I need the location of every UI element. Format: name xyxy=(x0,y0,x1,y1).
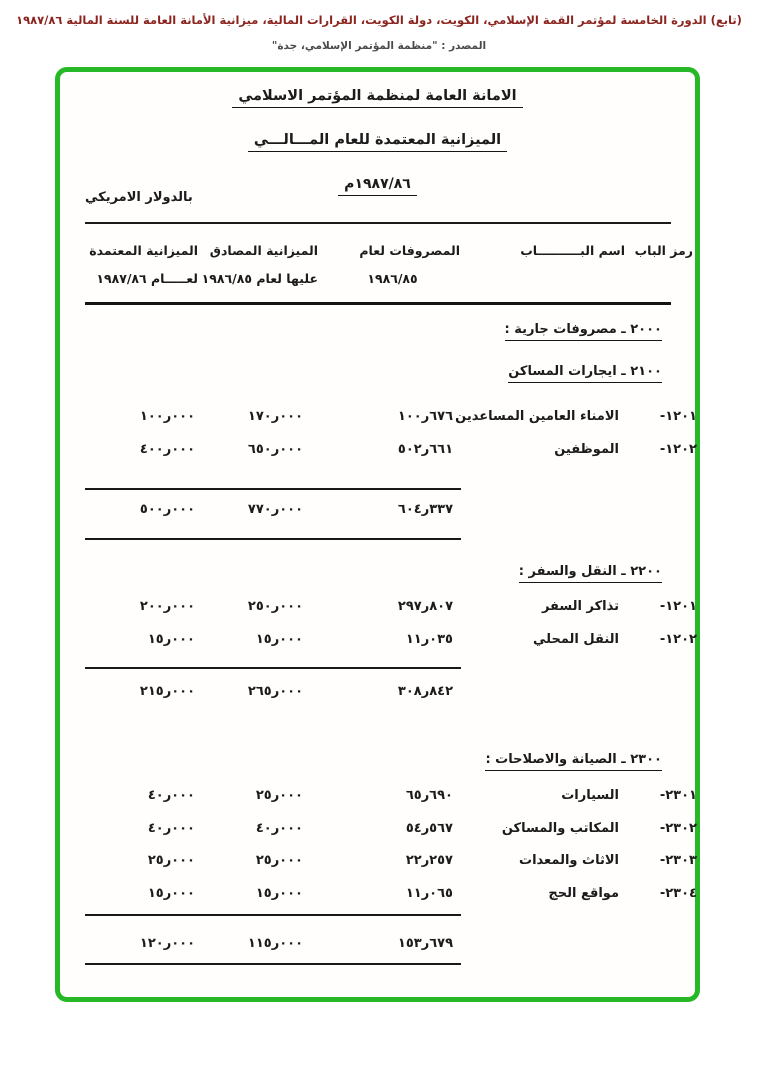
budget-title: الميزانية المعتمدة للعام المـــالـــي xyxy=(248,132,507,152)
total-approved: ٧٧٠ر٠٠٠ xyxy=(247,502,303,517)
item-code: ١٢٠١- xyxy=(659,409,697,424)
expenses-value: ٥٤ر٥٦٧ xyxy=(405,821,453,836)
item-code: ١٢٠٢- xyxy=(659,442,697,457)
divider-thick xyxy=(85,302,671,305)
approved-value: ١٧٠ر٠٠٠ xyxy=(247,409,303,424)
total-expenses: ٣٠٨ر٨٤٢ xyxy=(397,684,453,699)
table-row xyxy=(85,599,697,614)
approved-value: ٢٥ر٠٠٠ xyxy=(255,788,303,803)
divider-thin xyxy=(85,222,671,224)
currency-note: بالدولار الامريكي xyxy=(85,190,193,205)
item-label: الاثاث والمعدات xyxy=(519,853,619,868)
top-caption: (تابع) الدورة الخامسة لمؤتمر القمة الإسلامي، الكويت، دولة الكويت، القرارات المالية، ميزانية الأمانة العامة للسنة المالية ١٩٨٧/٨٦ xyxy=(16,13,742,27)
col-header-expenses xyxy=(325,237,460,293)
adopted-value: ١٥ر٠٠٠ xyxy=(147,886,195,901)
total-expenses: ١٥٣ر٦٧٩ xyxy=(397,936,453,951)
source-caption: المصدر : "منظمة المؤتمر الإسلامي، جدة" xyxy=(271,40,487,52)
budget-sheet xyxy=(60,72,695,997)
section-heading-2200: ٢٢٠٠ ـ النقل والسفر : xyxy=(519,564,662,583)
adopted-value: ١٠٠ر٠٠٠ xyxy=(139,409,195,424)
approved-value: ٢٥٠ر٠٠٠ xyxy=(247,599,303,614)
section-heading-2100: ٢١٠٠ ـ ايجارات المساكن xyxy=(508,364,662,383)
total-approved: ١١٥ر٠٠٠ xyxy=(247,936,303,951)
section-heading-2300: ٢٣٠٠ ـ الصيانة والاصلاحات : xyxy=(485,752,662,771)
col-header-name: اسم البــــــــــاب xyxy=(520,243,625,258)
total-adopted: ٢١٥ر٠٠٠ xyxy=(139,684,195,699)
totals-rule xyxy=(85,538,461,540)
org-title-line xyxy=(60,88,695,104)
green-frame xyxy=(55,67,700,1002)
table-row xyxy=(85,886,697,901)
col-header-approved xyxy=(195,237,318,293)
item-label: المكاتب والمساكن xyxy=(501,821,619,836)
totals-rule xyxy=(85,963,461,965)
expenses-value: ١١ر٠٣٥ xyxy=(405,632,453,647)
org-title: الامانة العامة لمنظمة المؤتمر الاسلامي xyxy=(232,88,522,108)
adopted-value: ٤٠٠ر٠٠٠ xyxy=(139,442,195,457)
approved-value: ١٥ر٠٠٠ xyxy=(255,886,303,901)
expenses-value: ٢٢ر٢٥٧ xyxy=(405,853,453,868)
section-heading-2000: ٢٠٠٠ ـ مصروفات جارية : xyxy=(505,322,662,341)
total-adopted: ١٢٠ر٠٠٠ xyxy=(139,936,195,951)
item-label: الامناء العامين المساعدين xyxy=(455,409,619,424)
item-label: النقل المحلي xyxy=(532,632,619,647)
approved-value: ٢٥ر٠٠٠ xyxy=(255,853,303,868)
item-code: ١٢٠٢- xyxy=(659,632,697,647)
adopted-value: ٢٥ر٠٠٠ xyxy=(147,853,195,868)
expenses-value: ٦٥ر٦٩٠ xyxy=(405,788,453,803)
item-label: السيارات xyxy=(561,788,619,803)
total-approved: ٢٦٥ر٠٠٠ xyxy=(247,684,303,699)
col-header-adopted-line2: لعـــــام ١٩٨٧/٨٦ xyxy=(96,271,198,286)
approved-value: ٦٥٠ر٠٠٠ xyxy=(247,442,303,457)
item-code: ٢٣٠١- xyxy=(659,788,697,803)
col-header-adopted xyxy=(86,237,198,293)
table-row xyxy=(85,853,697,868)
expenses-value: ١١ر٠٦٥ xyxy=(405,886,453,901)
item-label: مواقع الحج xyxy=(548,886,619,901)
item-code: ٢٣٠٤- xyxy=(659,886,697,901)
table-row xyxy=(85,442,697,457)
adopted-value: ٤٠ر٠٠٠ xyxy=(147,788,195,803)
col-header-code: رمز الباب xyxy=(634,243,693,258)
total-adopted: ٥٠٠ر٠٠٠ xyxy=(139,502,195,517)
col-header-approved-line2: عليها لعام ١٩٨٦/٨٥ xyxy=(201,271,318,286)
col-header-approved-line1: الميزانية المصادق xyxy=(209,243,318,258)
expenses-value: ١٠٠ر٦٧٦ xyxy=(397,409,453,424)
adopted-value: ٤٠ر٠٠٠ xyxy=(147,821,195,836)
totals-row xyxy=(85,684,697,699)
totals-row xyxy=(85,502,697,517)
totals-row xyxy=(85,936,697,951)
col-header-adopted-line1: الميزانية المعتمدة xyxy=(89,243,198,258)
adopted-value: ١٥ر٠٠٠ xyxy=(147,632,195,647)
expenses-value: ٥٠٢ر٦٦١ xyxy=(397,442,453,457)
item-label: تذاكر السفر xyxy=(541,599,619,614)
totals-rule xyxy=(85,667,461,669)
approved-value: ٤٠ر٠٠٠ xyxy=(255,821,303,836)
item-code: ٢٣٠٣- xyxy=(659,853,697,868)
item-code: ١٢٠١- xyxy=(659,599,697,614)
table-row xyxy=(85,821,697,836)
expenses-value: ٢٩٧ر٨٠٧ xyxy=(397,599,453,614)
table-row xyxy=(85,632,697,647)
table-row xyxy=(85,788,697,803)
totals-rule xyxy=(85,488,461,490)
col-header-expenses-year: ١٩٨٦/٨٥ xyxy=(367,271,418,286)
fiscal-year: ١٩٨٧/٨٦م xyxy=(338,176,417,196)
table-row xyxy=(85,409,697,424)
budget-title-line xyxy=(60,132,695,148)
total-expenses: ٦٠٤ر٣٣٧ xyxy=(397,502,453,517)
item-code: ٢٣٠٢- xyxy=(659,821,697,836)
approved-value: ١٥ر٠٠٠ xyxy=(255,632,303,647)
totals-rule xyxy=(85,914,461,916)
adopted-value: ٢٠٠ر٠٠٠ xyxy=(139,599,195,614)
item-label: الموظفين xyxy=(554,442,619,457)
col-header-expenses-line1: المصروفات لعام xyxy=(359,243,460,258)
